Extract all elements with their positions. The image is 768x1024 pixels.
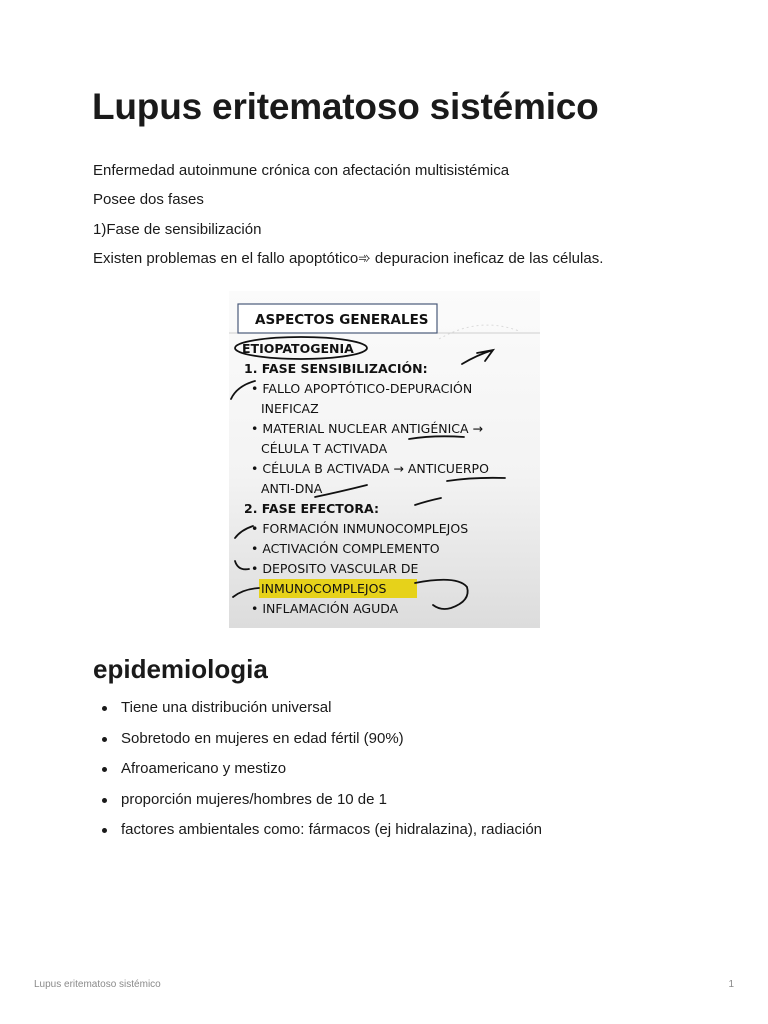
slide-subheader: ETIOPATOGENIA xyxy=(242,341,354,356)
slide-line: 1. FASE SENSIBILIZACIÓN: xyxy=(244,361,428,376)
slide-header-text: ASPECTOS GENERALES xyxy=(255,312,429,328)
footer-document-title: Lupus eritematoso sistémico xyxy=(34,979,161,990)
bullet-icon xyxy=(102,828,107,833)
phase-one-paragraph: 1)Fase de sensibilización xyxy=(93,221,262,238)
apoptosis-paragraph: Existen problemas en el fallo apoptótico➾ depuracion ineficaz de las células. xyxy=(93,250,604,267)
bullet-icon xyxy=(102,737,107,742)
slide-line: INEFICAZ xyxy=(261,401,319,416)
footer-page-number: 1 xyxy=(728,979,734,990)
list-item: factores ambientales como: fármacos (ej hidralazina), radiación xyxy=(93,820,542,851)
slide-line: • ACTIVACIÓN COMPLEMENTO xyxy=(251,541,440,556)
bullet-icon xyxy=(102,767,107,772)
intro-paragraph: Enfermedad autoinmune crónica con afectación multisistémica xyxy=(93,162,510,179)
list-item: Tiene una distribución universal xyxy=(93,698,542,729)
slide-line: • FORMACIÓN INMUNOCOMPLEJOS xyxy=(251,521,469,536)
slide-line: CÉLULA T ACTIVADA xyxy=(261,441,388,456)
slide-line: ANTI-DNA xyxy=(261,481,323,496)
slide-line: • INFLAMACIÓN AGUDA xyxy=(251,601,399,616)
phases-paragraph: Posee dos fases xyxy=(93,191,204,208)
slide-line: • FALLO APOPTÓTICO-DEPURACIÓN xyxy=(251,381,473,396)
list-item: Afroamericano y mestizo xyxy=(93,759,542,790)
list-item: proporción mujeres/hombres de 10 de 1 xyxy=(93,790,542,821)
epidemiology-list xyxy=(93,698,542,851)
etiopathogenesis-slide-image xyxy=(229,291,540,628)
section-heading-epidemiologia: epidemiologia xyxy=(93,654,268,684)
slide-line: INMUNOCOMPLEJOS xyxy=(261,581,387,596)
page-title: Lupus eritematoso sistémico xyxy=(92,86,599,127)
bullet-icon xyxy=(102,706,107,711)
list-item: Sobretodo en mujeres en edad fértil (90%) xyxy=(93,729,542,760)
slide-line: 2. FASE EFECTORA: xyxy=(244,501,379,516)
bullet-icon xyxy=(102,798,107,803)
slide-line: • CÉLULA B ACTIVADA → ANTICUERPO xyxy=(251,461,489,476)
slide-canvas xyxy=(229,291,540,628)
slide-line: • MATERIAL NUCLEAR ANTIGÉNICA → xyxy=(251,421,483,436)
slide-line: • DEPOSITO VASCULAR DE xyxy=(251,561,419,576)
